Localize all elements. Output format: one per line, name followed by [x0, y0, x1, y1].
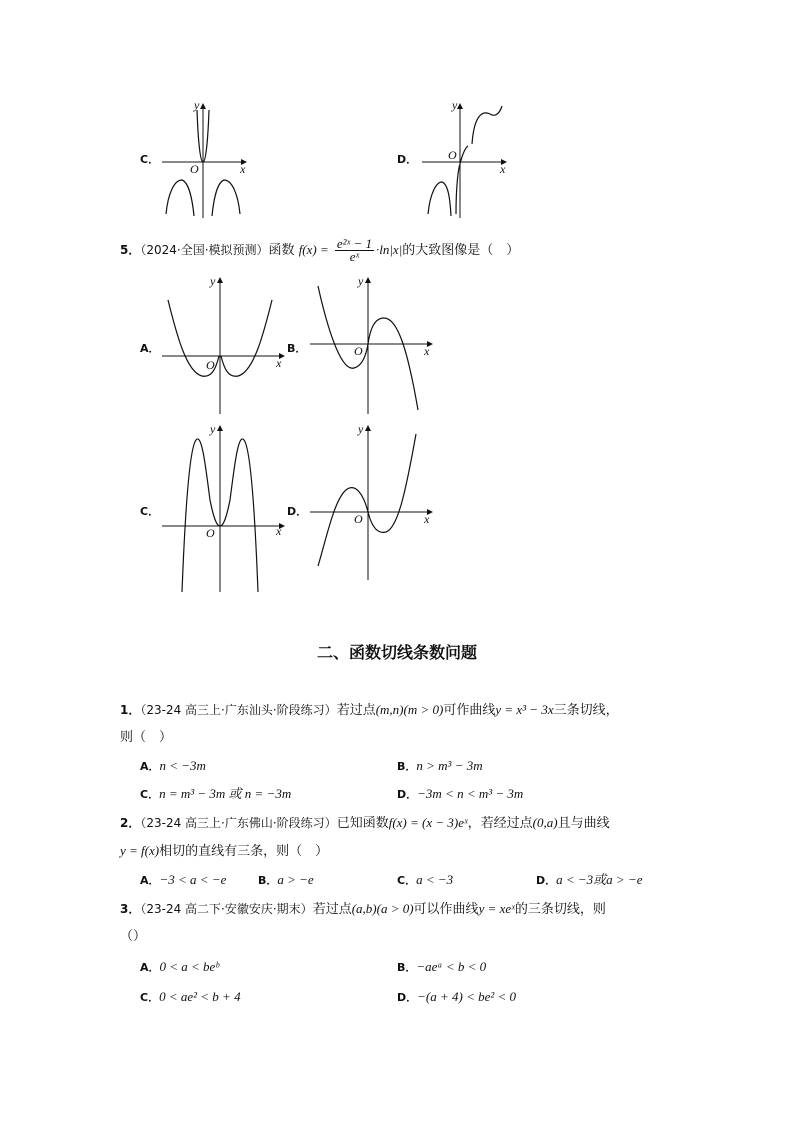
question-text: 三条切线， — [553, 703, 619, 718]
curve-right — [212, 180, 240, 216]
question-text: 若过点 — [312, 902, 352, 917]
x-axis-label: x — [424, 344, 430, 358]
x-axis-label: x — [500, 162, 506, 176]
option-text: n > m³ − 3m — [416, 758, 483, 773]
option-d-label: D． — [287, 505, 308, 518]
origin-label: O — [448, 148, 457, 162]
question-text: ，若经过点 — [467, 816, 533, 831]
curve-right — [220, 439, 258, 592]
graph-option-a — [160, 272, 290, 418]
y-axis-label: y — [358, 422, 364, 436]
option-b-label: B． — [287, 342, 307, 355]
curve-left — [182, 439, 220, 592]
curve-right — [221, 300, 272, 376]
section-title: 二、函数切线条数问题 — [316, 643, 477, 662]
question-text: 可作曲线 — [443, 703, 496, 718]
question-source: （23-24 高三上·广东佛山·阶段练习） — [140, 816, 337, 830]
function-tail: ·ln|x| — [376, 242, 403, 257]
q3-option-c[interactable] — [140, 988, 241, 1007]
question-3-line — [120, 900, 606, 919]
option-d-label: D． — [397, 153, 418, 166]
question-text: 相切的直线有三条，则（ ） — [159, 844, 329, 859]
q3-option-a[interactable] — [140, 958, 219, 977]
origin-label: O — [354, 512, 363, 526]
function-expr: f(x) = (x − 3)eˣ — [388, 815, 468, 830]
graph-option-d — [308, 420, 438, 596]
question-1-line — [120, 701, 619, 720]
option-text: n < −3m — [159, 758, 206, 773]
question-text: 已知函数 — [336, 816, 389, 831]
y-axis-label: y — [452, 98, 458, 112]
y-axis-label: y — [210, 422, 216, 436]
y-axis-label: y — [210, 274, 216, 288]
option-text: 0 < ae² < b + 4 — [159, 989, 241, 1004]
option-text: a < −3 — [416, 872, 454, 887]
question-source: （23-24 高二下·安徽安庆·期末） — [140, 902, 313, 916]
option-text: −(a + 4) < be² < 0 — [417, 989, 517, 1004]
question-text: 若过点 — [336, 703, 376, 718]
curve-left — [166, 180, 194, 216]
question-3-line2: （） — [120, 929, 147, 944]
curve-expr: y = x³ − 3x — [495, 702, 554, 717]
x-axis-label: x — [240, 162, 246, 176]
option-c-label: C． — [140, 153, 160, 166]
q1-option-a[interactable] — [140, 757, 206, 776]
q2-option-c[interactable] — [397, 871, 453, 890]
point-expr: (m,n)(m > 0) — [375, 702, 444, 717]
question-5-line — [120, 238, 519, 263]
option-label: B． — [397, 760, 417, 773]
q1-option-b[interactable] — [397, 757, 483, 776]
x-axis-label: x — [276, 356, 282, 370]
curve-expr: y = xeˣ — [478, 901, 515, 916]
q3-option-d[interactable] — [397, 988, 516, 1007]
option-label: A． — [140, 961, 160, 974]
option-text: −aeᵃ < b < 0 — [416, 959, 487, 974]
option-text: 0 < a < beᵇ — [159, 959, 219, 974]
question-2-line2 — [120, 842, 328, 861]
question-number: 3． — [120, 902, 141, 916]
curve-right — [368, 434, 416, 532]
curve-center — [456, 146, 468, 214]
x-axis-label: x — [276, 524, 282, 538]
option-text: −3m < n < m³ − 3m — [417, 786, 524, 801]
function-lhs: f(x) = — [298, 242, 329, 257]
option-label: A． — [140, 874, 160, 887]
option-text: n = m³ − 3m 或 n = −3m — [159, 786, 292, 801]
option-label: D． — [397, 991, 418, 1004]
origin-label: O — [206, 358, 215, 372]
option-label: B． — [397, 961, 417, 974]
fraction — [335, 238, 374, 263]
option-c-label: C． — [140, 505, 160, 518]
question-source: （23-24 高三上·广东汕头·阶段练习） — [140, 703, 337, 717]
option-label: A． — [140, 760, 160, 773]
fraction-numerator: e²ˣ − 1 — [336, 236, 372, 251]
q1-option-c[interactable] — [140, 785, 291, 804]
question-text: 的三条切线，则 — [514, 902, 606, 917]
graph-option-c — [160, 420, 290, 596]
origin-label: O — [354, 344, 363, 358]
option-label: C． — [140, 991, 160, 1004]
q2-option-a[interactable] — [140, 871, 226, 890]
option-label: D． — [397, 788, 418, 801]
question-1-line2: 则（ ） — [120, 730, 173, 745]
question-text: 函数 — [268, 243, 295, 258]
origin-label: O — [206, 526, 215, 540]
question-text: 可以作曲线 — [413, 902, 479, 917]
fraction-denominator: eˣ — [349, 249, 360, 264]
y-axis-label: y — [358, 274, 364, 288]
question-source: （2024·全国·模拟预测） — [140, 243, 269, 257]
option-text: a < −3或a > −e — [556, 872, 643, 887]
point-expr: (0,a) — [532, 815, 558, 830]
option-label: D． — [536, 874, 557, 887]
option-text: a > −e — [277, 872, 314, 887]
graph-top-c — [160, 98, 250, 220]
question-number: 2． — [120, 816, 141, 830]
graph-top-d — [420, 98, 510, 220]
question-number: 1． — [120, 703, 141, 717]
q1-option-d[interactable] — [397, 785, 523, 804]
option-a-label: A． — [140, 342, 160, 355]
curve-right — [368, 318, 418, 410]
option-label: B． — [258, 874, 278, 887]
y-axis-label: y — [194, 98, 200, 112]
option-label: C． — [397, 874, 417, 887]
question-text-end: 的大致图像是（ ） — [402, 243, 520, 258]
q2-option-b[interactable] — [258, 871, 314, 890]
q3-option-b[interactable] — [397, 958, 486, 977]
curve-expr: y = f(x) — [120, 843, 160, 858]
origin-label: O — [190, 162, 199, 176]
question-number: 5． — [120, 243, 141, 257]
question-2-line — [120, 814, 610, 833]
point-expr: (a,b)(a > 0) — [351, 901, 414, 916]
question-text: 且与曲线 — [557, 816, 610, 831]
option-text: −3 < a < −e — [159, 872, 227, 887]
curve-right — [472, 106, 502, 144]
x-axis-label: x — [424, 512, 430, 526]
graph-option-b — [308, 272, 438, 418]
option-label: C． — [140, 788, 160, 801]
q2-option-d[interactable] — [536, 871, 643, 890]
curve-left — [428, 182, 451, 216]
